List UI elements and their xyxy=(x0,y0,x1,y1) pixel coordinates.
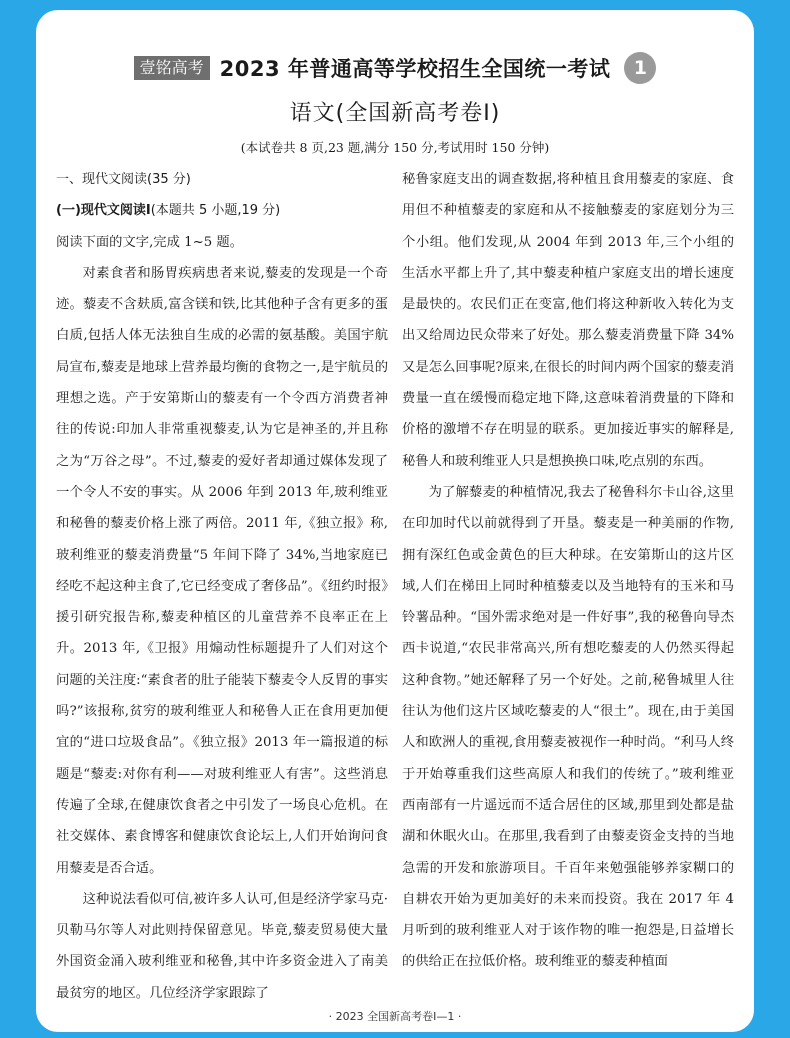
right-column xyxy=(402,164,734,1009)
reading-instruction: 阅读下面的文字,完成 1~5 题。 xyxy=(56,234,244,250)
brand-badge: 壹铭高考 xyxy=(134,56,210,80)
subsection-note: (本题共 5 小题,19 分) xyxy=(150,203,281,219)
passage-paragraph: 对素食者和肠胃疾病患者来说,藜麦的发现是一个奇迹。藜麦不含麸质,富含镁和铁,比其他种子含有更多的蛋白质,包括人体无法独自生成的必需的氨基酸。美国宇航局宣布,藜麦是地球上营养最均衡的食物之一,是宇航员的理想之选。产于安第斯山的藜麦有一个令西方消费者神往的传说:印加人非常重视藜麦,认为它是神圣的,并且称之为“万谷之母”。不过,藜麦的爱好者却通过媒体发现了一个令人不安的事实。从 2006 年到 2013 年,玻利维亚和秘鲁的藜麦价格上涨了两倍。2011 年,《独立报》称,玻利维亚的藜麦消费量“5 年间下降了 34%,当地家庭已经吃不起这种主食了,它已经变成了奢侈品”。《纽约时报》援引研究报告称,藜麦种植区的儿童营养不良率正在上升。2013 年,《卫报》用煽动性标题提升了人们对这个问题的关注度:“素食者的肚子能装下藜麦令人反胃的事实吗?”该报称,贫穷的玻利维亚人和秘鲁人正在食用更加便宜的“进口垃圾食品”。《独立报》2013 年一篇报道的标题是“藜麦:对你有利——对玻利维亚人有害”。这些消息传遍了全球,在健康饮食者之中引发了一场良心危机。在社交媒体、素食博客和健康饮食论坛上,人们开始询问食用藜麦是否合适。 xyxy=(56,265,388,876)
passage-paragraph: 这种说法看似可信,被许多人认可,但是经济学家马克·贝勒马尔等人对此则持保留意见。毕竟,藜麦贸易使大量外国资金涌入玻利维亚和秘鲁,其中许多资金进入了南美最贫穷的地区。几位经济学家跟踪了 xyxy=(56,891,388,1001)
section-heading: 一、现代文阅读(35 分) xyxy=(56,172,191,187)
subsection-heading xyxy=(56,195,388,226)
page-number-badge: 1 xyxy=(624,52,656,84)
subsection-label: (一)现代文阅读Ⅰ xyxy=(56,203,151,219)
passage-paragraph: 秘鲁家庭支出的调查数据,将种植且食用藜麦的家庭、食用但不种植藜麦的家庭和从不接触藜麦的家庭划分为三个小组。他们发现,从 2004 年到 2013 年,三个小组的生活水平都上升了,其中藜麦种植户家庭支出的增长速度是最快的。农民们正在变富,他们将这种新收入转化为支出又给周边民众带来了好处。那么藜麦消费量下降 34%又是怎么回事呢?原来,在很长的时间内两个国家的藜麦消费量一直在缓慢而稳定地下降,这意味着消费量的下降和价格的激增不存在明显的联系。更加接近事实的解释是,秘鲁人和玻利维亚人只是想换换口味,吃点别的东西。 xyxy=(402,172,734,469)
text-columns xyxy=(56,164,734,1009)
exam-header xyxy=(56,48,734,88)
passage-paragraph: 为了解藜麦的种植情况,我去了秘鲁科尔卡山谷,这里在印加时代以前就得到了开垦。藜麦是一种美丽的作物,拥有深红色或金黄色的巨大种球。在安第斯山的这片区域,人们在梯田上同时种植藜麦以及当地特有的玉米和马铃薯品种。“国外需求绝对是一件好事”,我的秘鲁向导杰西卡说道,“农民非常高兴,所有想吃藜麦的人仍然买得起这种食物。”她还解释了另一个好处。之前,秘鲁城里人往往认为他们这片区域吃藜麦的人“很土”。现在,由于美国人和欧洲人的重视,食用藜麦被视作一种时尚。“利马人终于开始尊重我们这些高原人和我们的传统了。”玻利维亚西南部有一片遥远而不适合居住的区域,那里到处都是盐湖和休眠火山。在那里,我看到了由藜麦资金支持的当地急需的开发和旅游项目。千百年来勉强能够养家糊口的自耕农开始为更加美好的未来而投资。我在 2017 年 4 月听到的玻利维亚人对于该作物的唯一抱怨是,日益增长的供给正在拉低价格。玻利维亚的藜麦种植面 xyxy=(402,484,734,970)
exam-title: 2023 年普通高等学校招生全国统一考试 xyxy=(219,57,611,81)
paper-subtitle: 语文(全国新高考卷Ⅰ) xyxy=(289,101,501,126)
exam-page xyxy=(36,10,754,1032)
exam-info: (本试卷共 8 页,23 题,满分 150 分,考试用时 150 分钟) xyxy=(240,140,550,155)
page-footer: · 2023 全国新高考卷Ⅰ—1 · xyxy=(328,1010,462,1023)
left-column xyxy=(56,164,388,1009)
